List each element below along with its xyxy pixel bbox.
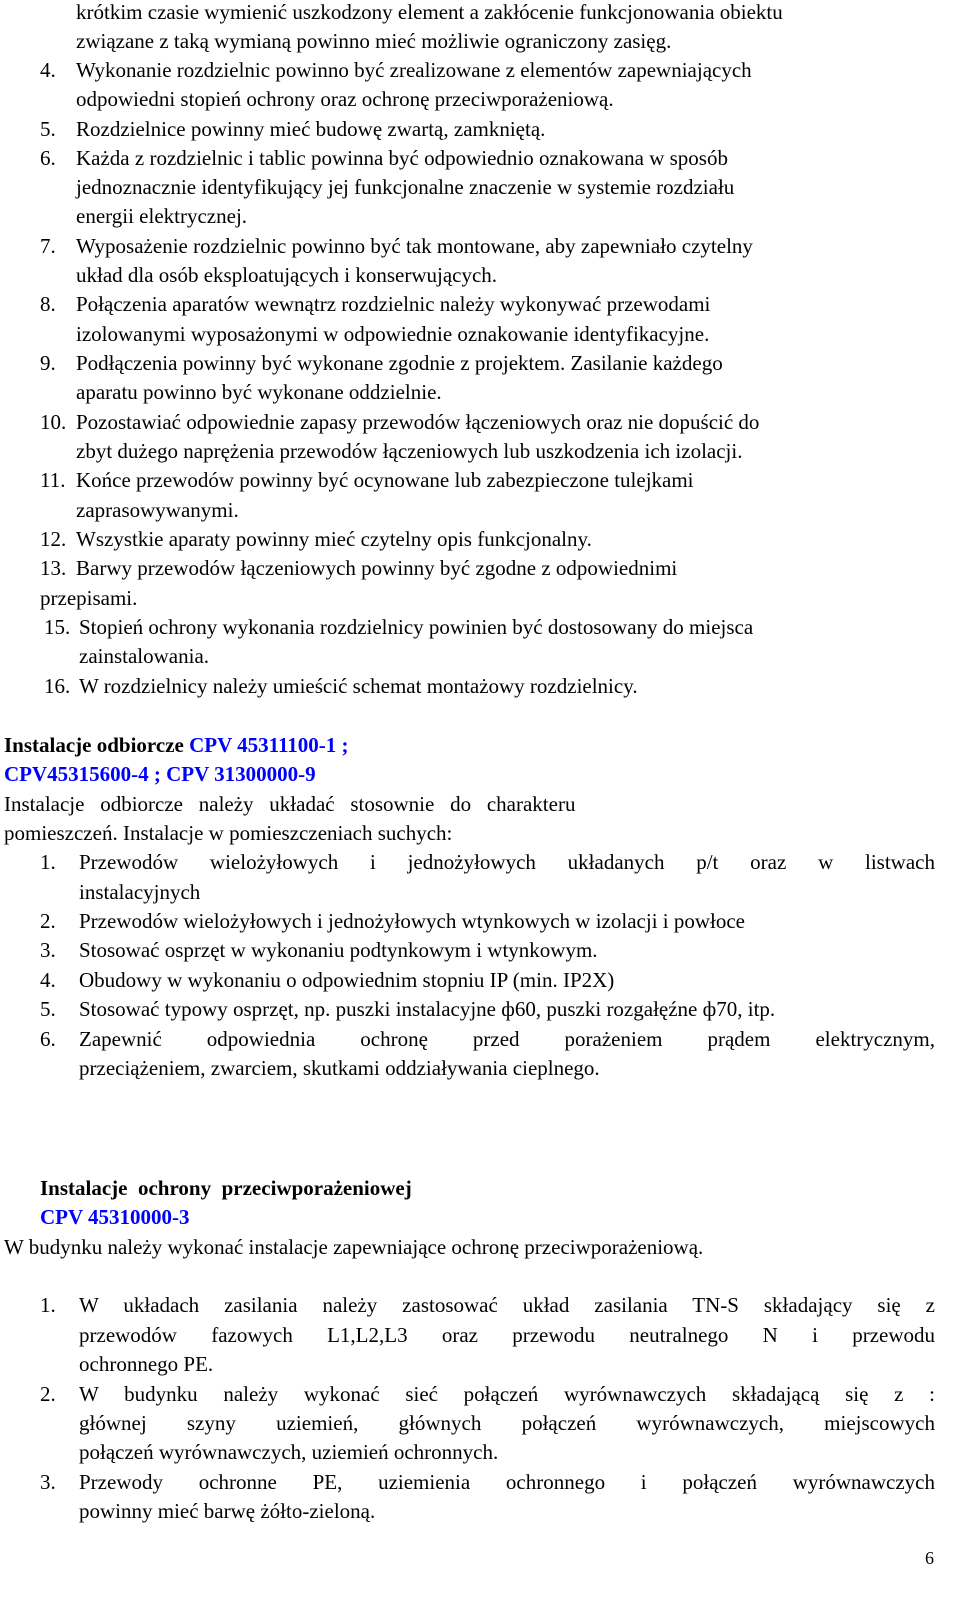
list-item-text: ochronnego PE. bbox=[79, 1352, 214, 1376]
list-item-text: W rozdzielnicy należy umieścić schemat montażowy rozdzielnicy. bbox=[79, 674, 638, 698]
list-item-text: izolowanymi wyposażonymi w odpowiednie oznakowanie identyfikacyjne. bbox=[76, 322, 710, 346]
list-item-text: Wykonanie rozdzielnic powinno być zrealizowane z elementów zapewniających bbox=[76, 58, 752, 82]
list-item-text: Każda z rozdzielnic i tablic powinna być odpowiednio oznakowana w sposób bbox=[76, 146, 728, 170]
list-item-text: zaprasowywanymi. bbox=[76, 498, 239, 522]
cpv-codes: CPV45315600-4 ; CPV 31300000-9 bbox=[4, 762, 316, 786]
list-item-number: 2. bbox=[40, 909, 56, 933]
list-item-text: związane z taką wymianą powinno mieć możliwie ograniczony zasięg. bbox=[76, 29, 672, 53]
list-item-text: przeciążeniem, zwarciem, skutkami oddziaływania cieplnego. bbox=[79, 1056, 600, 1080]
list-item-number: 10. bbox=[40, 410, 67, 434]
list-item-text: energii elektrycznej. bbox=[76, 204, 248, 228]
list-item-text: Wszystkie aparaty powinny mieć czytelny opis funkcjonalny. bbox=[76, 527, 592, 551]
list-item-text: zbyt dużego naprężenia przewodów łączeniowych lub uszkodzenia ich izolacji. bbox=[76, 439, 743, 463]
list-item-text: Pozostawiać odpowiednie zapasy przewodów łączeniowych oraz nie dopuścić do bbox=[76, 410, 760, 434]
list-item-number: 6. bbox=[40, 146, 56, 170]
list-item-number: 3. bbox=[40, 1470, 56, 1494]
list-item-number: 1. bbox=[40, 1293, 56, 1317]
section-title: Instalacje odbiorcze bbox=[4, 733, 184, 757]
list-item-number: 4. bbox=[40, 58, 56, 82]
list-item-number: 12. bbox=[40, 527, 67, 551]
list-item-number: 11. bbox=[40, 468, 66, 492]
list-item-text: W budynku należy wykonać sieć połączeń wyrównawczych składającą się z : bbox=[79, 1382, 935, 1406]
list-item-text: instalacyjnych bbox=[79, 880, 201, 904]
list-item-number: 4. bbox=[40, 968, 56, 992]
list-item-text: głównej szyny uziemień, głównych połączeń wyrównawczych, miejscowych bbox=[79, 1411, 935, 1435]
list-item-text: Rozdzielnice powinny mieć budowę zwartą, zamkniętą. bbox=[76, 117, 546, 141]
list-item-number: 1. bbox=[40, 850, 56, 874]
list-item-number: 8. bbox=[40, 292, 56, 316]
section-heading bbox=[4, 731, 349, 761]
list-item-text: Stopień ochrony wykonania rozdzielnicy powinien być dostosowany do miejsca bbox=[79, 615, 754, 639]
list-item-number: 16. bbox=[44, 674, 71, 698]
list-item-number: 3. bbox=[40, 938, 56, 962]
list-item-text: powinny mieć barwę żółto-zieloną. bbox=[79, 1499, 376, 1523]
cpv-code: CPV 45310000-3 bbox=[40, 1205, 190, 1229]
list-item-text: Przewodów wielożyłowych i jednożyłowych wtynkowych w izolacji i powłoce bbox=[79, 909, 746, 933]
paragraph: W budynku należy wykonać instalacje zapewniające ochronę przeciwporażeniową. bbox=[4, 1235, 704, 1259]
paragraph: pomieszczeń. Instalacje w pomieszczeniach suchych: bbox=[4, 821, 453, 845]
section-title: Instalacje ochrony przeciwporażeniowej bbox=[40, 1176, 412, 1200]
list-item-text: przepisami. bbox=[40, 586, 138, 610]
list-item-text: aparatu powinno być wykonane oddzielnie. bbox=[76, 380, 442, 404]
list-item-text: Końce przewodów powinny być ocynowane lub zabezpieczone tulejkami bbox=[76, 468, 694, 492]
paragraph: Instalacje odbiorcze należy układać stosownie do charakteru bbox=[4, 792, 576, 816]
list-item-text: układ dla osób eksploatujących i konserwujących. bbox=[76, 263, 498, 287]
list-item-text: Barwy przewodów łączeniowych powinny być zgodne z odpowiednimi bbox=[76, 556, 678, 580]
list-item-number: 15. bbox=[44, 615, 71, 639]
list-item-text: krótkim czasie wymienić uszkodzony element a zakłócenie funkcjonowania obiektu bbox=[76, 0, 783, 24]
page-number: 6 bbox=[925, 1548, 934, 1568]
cpv-code: CPV 45311100-1 ; bbox=[189, 733, 349, 757]
list-item-text: Stosować osprzęt w wykonaniu podtynkowym i wtynkowym. bbox=[79, 938, 598, 962]
list-item-text: Podłączenia powinny być wykonane zgodnie z projektem. Zasilanie każdego bbox=[76, 351, 723, 375]
list-item-text: Wyposażenie rozdzielnic powinno być tak montowane, aby zapewniało czytelny bbox=[76, 234, 753, 258]
list-item-text: połączeń wyrównawczych, uziemień ochronnych. bbox=[79, 1440, 499, 1464]
list-item-text: przewodów fazowych L1,L2,L3 oraz przewodu neutralnego N i przewodu bbox=[79, 1323, 935, 1347]
list-item-text: Zapewnić odpowiednia ochronę przed porażeniem prądem elektrycznym, bbox=[79, 1027, 935, 1051]
list-item-text: zainstalowania. bbox=[79, 644, 210, 668]
list-item-number: 13. bbox=[40, 556, 67, 580]
list-item-text: Obudowy w wykonaniu o odpowiednim stopniu IP (min. IP2X) bbox=[79, 968, 615, 992]
list-item-text: W układach zasilania należy zastosować układ zasilania TN-S składający się z bbox=[79, 1293, 935, 1317]
list-item-number: 6. bbox=[40, 1027, 56, 1051]
list-item-number: 5. bbox=[40, 997, 56, 1021]
list-item-text: Połączenia aparatów wewnątrz rozdzielnic należy wykonywać przewodami bbox=[76, 292, 711, 316]
list-item-text: odpowiedni stopień ochrony oraz ochronę przeciwporażeniową. bbox=[76, 87, 614, 111]
list-item-text: Stosować typowy osprzęt, np. puszki instalacyjne ф60, puszki rozgałęźne ф70, itp. bbox=[79, 997, 776, 1021]
list-item-number: 2. bbox=[40, 1382, 56, 1406]
list-item-text: Przewodów wielożyłowych i jednożyłowych układanych p/t oraz w listwach bbox=[79, 850, 935, 874]
list-item-number: 5. bbox=[40, 117, 56, 141]
list-item-number: 7. bbox=[40, 234, 56, 258]
list-item-text: jednoznacznie identyfikujący jej funkcjonalne znaczenie w systemie rozdziału bbox=[76, 175, 735, 199]
list-item-number: 9. bbox=[40, 351, 56, 375]
list-item-text: Przewody ochronne PE, uziemienia ochronnego i połączeń wyrównawczych bbox=[79, 1470, 935, 1494]
